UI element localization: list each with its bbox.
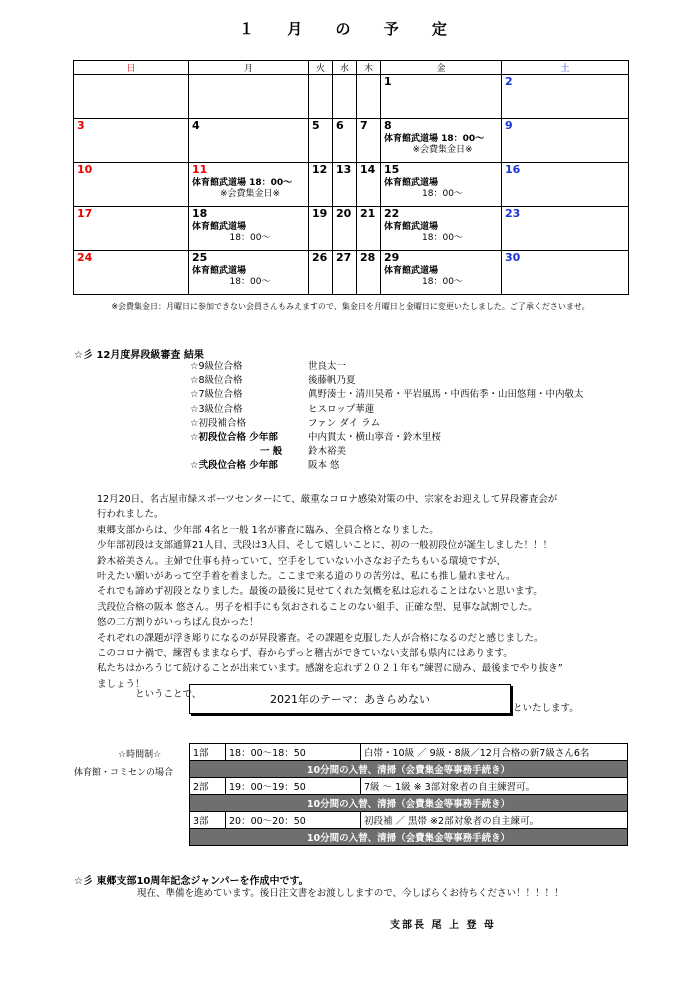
calendar-day [357,207,381,251]
paragraph-line: 東郷支部からは、少年部 4名と一般 1名が審査に臨み、全員合格となりました。 [97,524,439,536]
schedule-row [190,812,628,829]
break-text: 10分間の入替、清掃（会費集金等事務手続き） [190,795,628,812]
calendar-week [74,119,629,163]
calendar-week [74,207,629,251]
calendar-day [189,207,309,251]
day-number: 11 [192,163,208,176]
calendar-day [74,119,189,163]
paragraph-line: 悠の二方割りがいっちばん良かった！ [97,617,259,629]
calendar-day [74,207,189,251]
exam-row [190,374,584,388]
calendar-day [333,251,357,295]
event-subtext: 18：00～ [229,233,271,243]
event-text: 体育館武道場 [384,178,439,188]
weekday-sun: 日 [74,61,189,75]
exam-names: 眞野湊士・清川昊希・平岩風馬・中西佑季・山田悠翔・中内敬太 [308,389,584,401]
event-text: 体育館武道場 [192,222,247,232]
day-number: 9 [505,119,513,132]
calendar-day [333,75,357,119]
exam-names: 中内貫太・横山寧音・鈴木里桜 [308,432,442,444]
day-number: 3 [77,119,85,132]
calendar-day [309,119,333,163]
exam-row [190,360,584,374]
calendar-day [189,119,309,163]
calendar-week [74,163,629,207]
day-number: 13 [336,163,352,176]
calendar-day [189,163,309,207]
exam-names: ファン ダイ ラム [308,417,381,429]
event-subtext: 18：00～ [422,277,463,287]
schedule-desc: 7級 ～ 1級 ※ 3部対象者の自主練習可。 [361,778,628,795]
schedule-time: 18：00～18：50 [226,744,361,761]
exam-label: ☆7級位合格 [190,389,243,401]
schedule-label: ☆時間制☆ [118,750,162,760]
event-text: 体育館武道場 18：00～ [384,134,485,144]
schedule-venue-label: 体育館・コミセンの場合 [74,768,174,778]
calendar-day [189,251,309,295]
day-number: 28 [360,251,376,264]
day-number: 29 [384,251,400,264]
exam-row [190,417,584,431]
jumper-body: 現在、準備を進めています。後日注文書をお渡ししますので、今しばらくお待ちください！！！！！ [137,888,564,899]
calendar-day [309,163,333,207]
weekday-sat: 土 [502,61,629,75]
calendar-day [502,75,629,119]
exam-row [190,459,584,473]
time-schedule [189,743,628,846]
page-title: １ 月 の 予 定 [239,20,461,38]
schedule-time: 20：00～20：50 [226,812,361,829]
calendar-day [333,119,357,163]
calendar-day [357,163,381,207]
calendar-week [74,251,629,295]
day-number: 25 [192,251,208,264]
day-number: 21 [360,207,376,220]
schedule-break-row [190,795,628,812]
schedule-row [190,778,628,795]
schedule-desc: 初段補 ／ 黒帯 ※2部対象者の自主練可。 [361,812,628,829]
day-number: 6 [336,119,344,132]
day-number: 27 [336,251,352,264]
exam-label: ☆初段位合格 少年部 [190,432,278,444]
calendar-day [502,119,629,163]
calendar-day [309,251,333,295]
paragraph-line: ましょう！ [97,678,145,690]
event-text: 体育館武道場 18：00～ [192,178,293,188]
exam-row [190,403,584,417]
weekday-fri: 金 [381,61,502,75]
calendar-day [357,251,381,295]
calendar-day [357,75,381,119]
exam-names: 後藤帆乃夏 [308,375,356,387]
day-number: 10 [77,163,93,176]
day-number: 15 [384,163,400,176]
exam-label: ☆弐段位合格 少年部 [190,460,278,472]
schedule-part: 3部 [190,812,226,829]
calendar-day [502,207,629,251]
calendar-day [381,75,502,119]
event-subtext: 18：00～ [422,233,463,243]
exam-row [190,431,584,445]
paragraph-line: 少年部初段は支部通算21人目、弐段は3人目、そして嬉しいことに、初の一般初段位が誕生しました！！！ [97,540,553,552]
exam-names: ヒスロップ華蓮 [308,403,375,415]
calendar-day [333,163,357,207]
paragraph-line: それでも諦めず初段となりました。最後の最後に見せてくれた気概を私は忘れることはないと思います。 [97,586,543,598]
event-subtext: ※会費集金日※ [412,145,473,155]
break-text: 10分間の入替、清掃（会費集金等事務手続き） [190,761,628,778]
day-number: 7 [360,119,368,132]
schedule-part: 2部 [190,778,226,795]
calendar-day [502,163,629,207]
calendar-day [74,75,189,119]
weekday-thu: 木 [357,61,381,75]
calendar-day [381,207,502,251]
signature: 支部長 尾 上 登 母 [390,920,496,931]
exam-label: 一 般 [260,446,283,458]
day-number: 17 [77,207,93,220]
event-text: 体育館武道場 [384,266,439,276]
exam-names: 鈴木裕美 [308,446,347,458]
report-paragraph [97,492,637,692]
exam-label: ☆3級位合格 [190,403,243,415]
paragraph-line: 弐段位合格の阪本 悠さん。男子を相手にも気おされることのない組手、正確な型、見事な試割でした。 [97,601,538,613]
schedule-row [190,744,628,761]
weekday-wed: 水 [333,61,357,75]
day-number: 14 [360,163,376,176]
event-subtext: 18：00～ [229,277,271,287]
day-number: 20 [336,207,352,220]
calendar-week [74,75,629,119]
day-number: 2 [505,75,513,88]
calendar-day [333,207,357,251]
collection-note: ※会費集金日：月曜日に参加できない会員さんもみえますので、集金日を月曜日と金曜日に変更いたしました。ご了承くださいませ。 [111,302,590,311]
event-text: 体育館武道場 [192,266,247,276]
paragraph-line: 鈴木裕美さん。主婦で仕事も持っていて、空手をしていない小さなお子たちもいる環境ですが、 [97,555,506,567]
event-subtext: 18：00～ [422,189,463,199]
schedule-time: 19：00～19：50 [226,778,361,795]
day-number: 1 [384,75,392,88]
exam-names: 世良太一 [308,361,347,372]
exam-label: ☆初段補合格 [190,417,247,429]
paragraph-line: 12月20日、名古屋市緑スポーツセンターにて、厳重なコロナ感染対策の中、宗家をお迎えして昇段審査会が [97,494,558,505]
jumper-heading: ☆彡 東郷支部10周年記念ジャンパーを作成中です。 [74,876,309,887]
day-number: 4 [192,119,200,132]
paragraph-line: このコロナ禍で、練習もままならず、春からずっと稽古ができていない支部も県内にはあります。 [97,648,513,660]
event-text: 体育館武道場 [384,222,439,232]
calendar-day [309,207,333,251]
calendar-day [502,251,629,295]
exam-results [190,360,584,474]
day-number: 8 [384,119,392,132]
day-number: 5 [312,119,320,132]
day-number: 23 [505,207,521,220]
calendar [73,60,629,295]
exam-label: ☆8級位合格 [190,375,243,387]
schedule-part: 1部 [190,744,226,761]
weekday-tue: 火 [309,61,333,75]
day-number: 19 [312,207,328,220]
theme-prefix: ということで、 [135,689,202,700]
weekday-mon: 月 [189,61,309,75]
exam-row [190,445,584,459]
day-number: 24 [77,251,93,264]
paragraph-line: 叶えたい願いがあって空手着を着ました。ここまで来る道のりの苦労は、私にも推し量れません。 [97,571,516,583]
event-subtext: ※会費集金日※ [219,189,281,199]
exam-heading: ☆彡 12月度昇段級審査 結果 [74,350,204,361]
calendar-day [381,119,502,163]
exam-names: 阪本 悠 [308,460,340,472]
schedule-desc: 白帯・10級 ／ 9級・8級／12月合格の新7級さん6名 [361,744,628,761]
calendar-day [357,119,381,163]
calendar-day [309,75,333,119]
calendar-day [381,163,502,207]
paragraph-line: 行われました。 [97,509,164,521]
schedule-break-row [190,761,628,778]
exam-row [190,388,584,402]
theme-box: 2021年のテーマ：あきらめない [189,684,511,714]
day-number: 18 [192,207,208,220]
day-number: 26 [312,251,328,264]
calendar-day [74,163,189,207]
day-number: 30 [505,251,521,264]
paragraph-line: それぞれの課題が浮き彫りになるのが昇段審査。その課題を克服した人が合格になるのだと感じました。 [97,632,544,644]
exam-label: ☆9級位合格 [190,361,243,372]
theme-suffix: といたします。 [513,703,579,714]
calendar-header [74,61,629,75]
break-text: 10分間の入替、清掃（会費集金等事務手続き） [190,829,628,846]
day-number: 16 [505,163,521,176]
paragraph-line: 私たちはかろうじて続けることが出来ています。感謝を忘れず２０２１年も”練習に励み、最後までやり抜き” [97,663,563,675]
calendar-day [74,251,189,295]
day-number: 12 [312,163,328,176]
calendar-day [381,251,502,295]
day-number: 22 [384,207,400,220]
schedule-break-row [190,829,628,846]
calendar-day [189,75,309,119]
